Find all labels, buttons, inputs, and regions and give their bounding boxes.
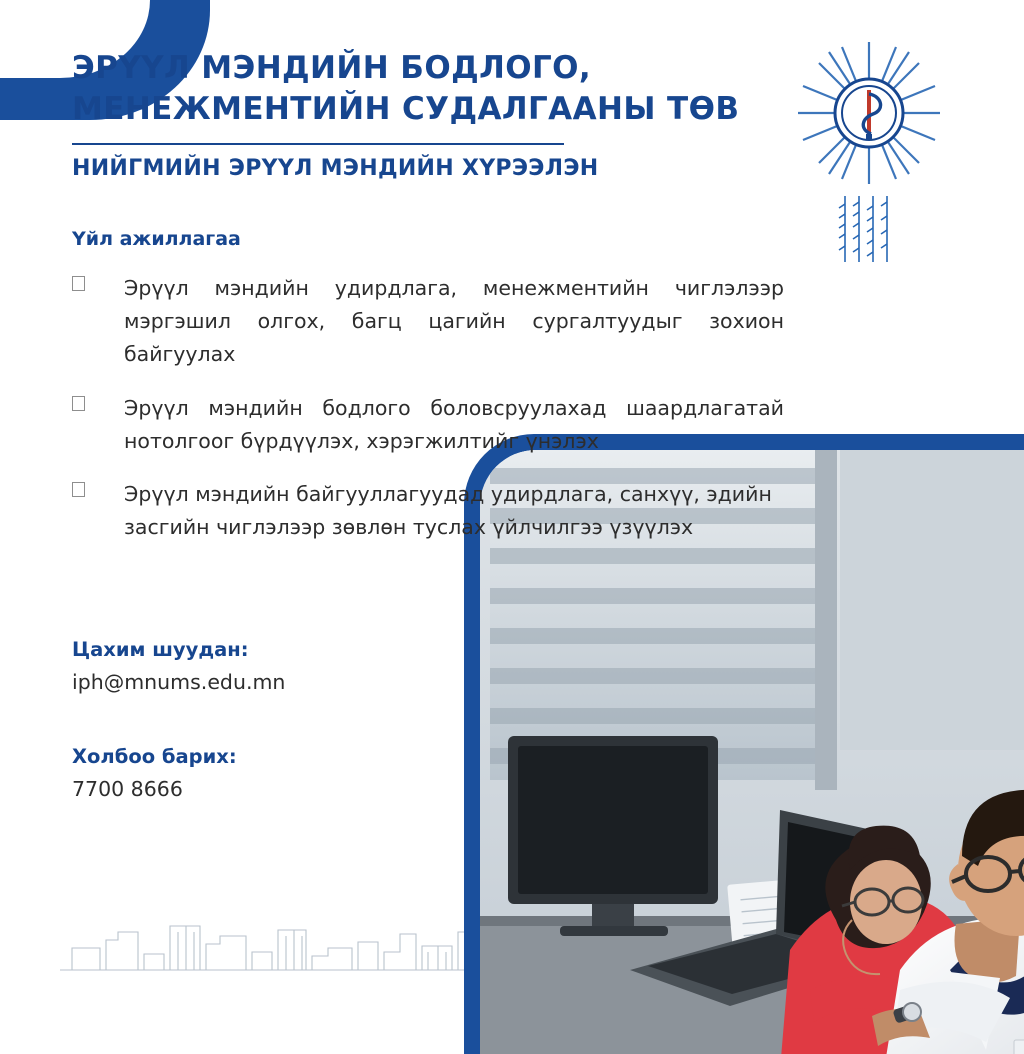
list-item-text: Эрүүл мэндийн бодлого боловсруулахад шаардлагатай нотолгоог бүрдүүлэх, хэрэгжилтийг үнэлэх	[124, 395, 784, 453]
header	[72, 48, 772, 181]
title-divider	[72, 143, 564, 145]
page-subtitle: НИЙГМИЙН ЭРҮҮЛ МЭНДИЙН ХҮРЭЭЛЭН	[72, 155, 599, 181]
list-item	[72, 478, 784, 544]
email-label: Цахим шуудан:	[72, 638, 249, 661]
page-title	[72, 48, 772, 130]
phone-contact	[72, 745, 237, 801]
list-item-text: Эрүүл мэндийн удирдлага, менежментийн чиглэлээр мэргэшил олгох, багц цагийн сургалтуудыг зохион байгуулах	[124, 276, 784, 367]
logo	[774, 38, 964, 268]
page-title-line2: МЕНЕЖМЕНТИЙН СУДАЛГААНЫ ТӨВ	[72, 90, 740, 127]
emblem-icon	[774, 38, 964, 198]
activities-heading: Үйл ажиллагаа	[72, 228, 241, 250]
list-item	[72, 272, 784, 372]
list-item-text: Эрүүл мэндийн байгууллагуудад удирдлага, санхүү, эдийн засгийн чиглэлээр зөвлөн туслах үйлчилгээ үзүүлэх	[124, 482, 772, 540]
bullet-marker-icon	[72, 392, 124, 458]
activities-list	[72, 272, 784, 564]
page-title-line1: ЭРҮҮЛ МЭНДИЙН БОДЛОГО,	[72, 50, 592, 86]
email-contact	[72, 638, 285, 694]
bullet-marker-icon	[72, 478, 124, 544]
logo-script-text	[819, 190, 919, 272]
phone-label: Холбоо барих:	[72, 745, 237, 768]
list-item	[72, 392, 784, 458]
bullet-marker-icon	[72, 272, 124, 372]
phone-value[interactable]: 7700 8666	[72, 777, 183, 801]
email-value[interactable]: iph@mnums.edu.mn	[72, 670, 286, 694]
